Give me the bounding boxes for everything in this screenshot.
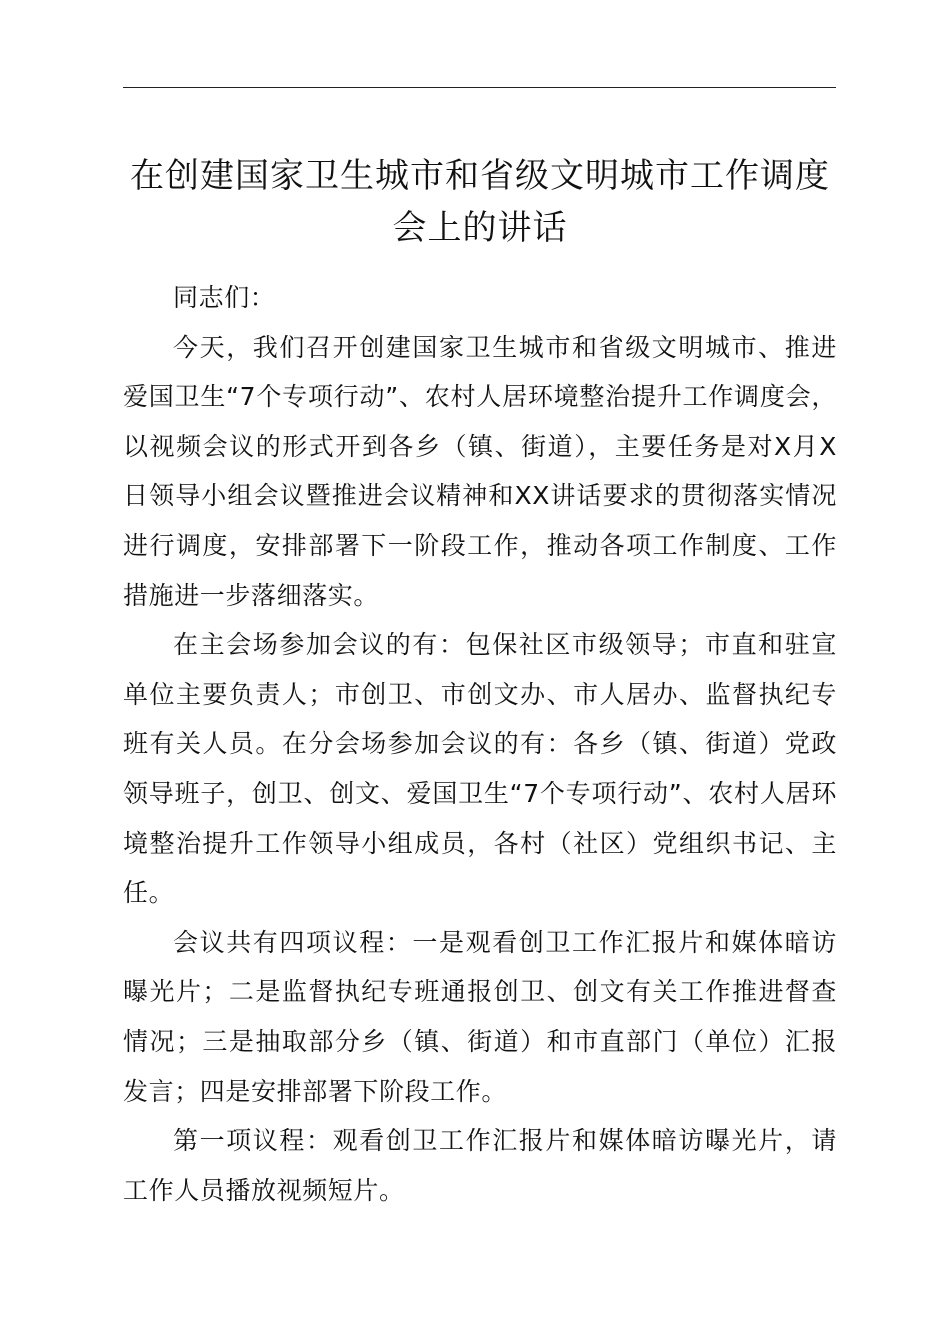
- salutation: 同志们：: [173, 283, 276, 312]
- document-title: [110, 150, 850, 254]
- document-body: [123, 273, 837, 1215]
- paragraph-2: 在主会场参加会议的有：包保社区市级领导；市直和驻宣单位主要负责人；市创卫、市创文办、市人居办、监督执纪专班有关人员。在分会场参加会议的有：各乡（镇、街道）党政领导班子，创卫、创文、爱国卫生“7个专项行动”、农村人居环境整治提升工作领导小组成员，各村（社区）党组织书记、主任。: [123, 630, 837, 908]
- paragraph-3: 会议共有四项议程：一是观看创卫工作汇报片和媒体暗访曝光片；二是监督执纪专班通报创卫、创文有关工作推进督查情况；三是抽取部分乡（镇、街道）和市直部门（单位）汇报发言；四是安排部署下阶段工作。: [123, 927, 837, 1106]
- header-rule: [123, 87, 836, 88]
- title-line-2: 会上的讲话: [392, 208, 568, 248]
- paragraph-1: 今天，我们召开创建国家卫生城市和省级文明城市、推进爱国卫生“7个专项行动”、农村人居环境整治提升工作调度会，以视频会议的形式开到各乡（镇、街道），主要任务是对X月X日领导小组会议暨推进会议精神和XX讲话要求的贯彻落实情况进行调度，安排部署下一阶段工作，推动各项工作制度、工作措施进一步落细落实。: [123, 332, 837, 610]
- paragraph-4: 第一项议程：观看创卫工作汇报片和媒体暗访曝光片，请工作人员播放视频短片。: [123, 1126, 837, 1205]
- title-line-1: 在创建国家卫生城市和省级文明城市工作调度: [130, 156, 830, 196]
